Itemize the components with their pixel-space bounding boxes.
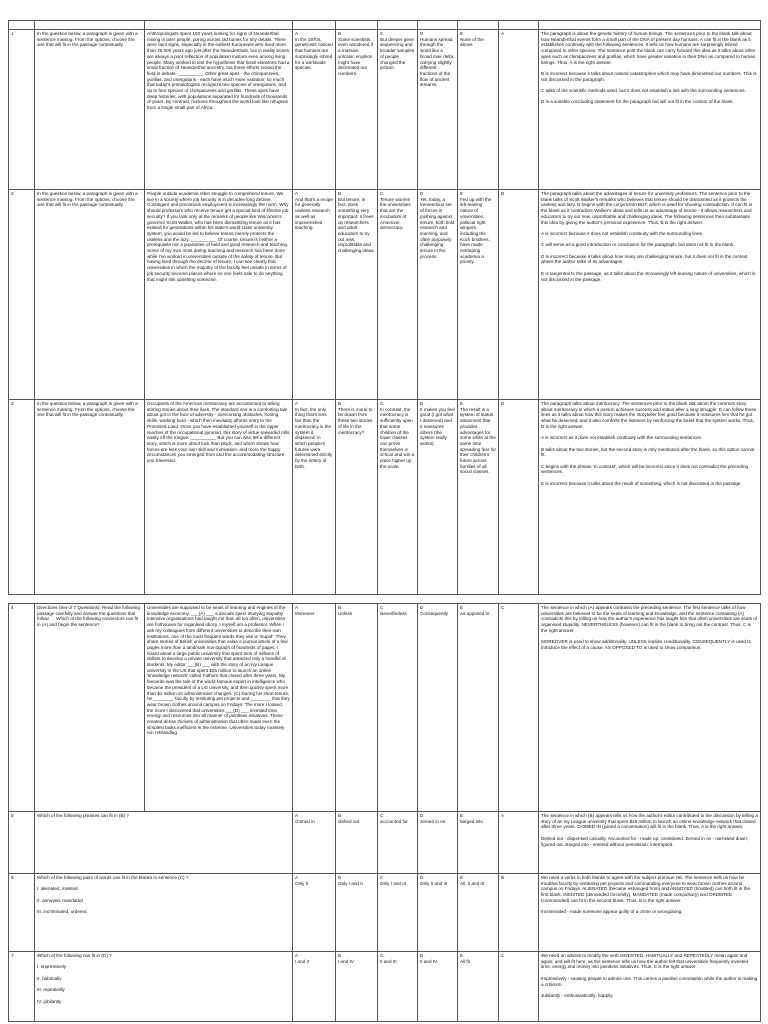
question-number: 2 — [9, 190, 35, 400]
option-a: A I and II — [293, 952, 336, 1022]
question-row-4 — [9, 604, 761, 812]
option-d: D Only II and III — [418, 874, 458, 952]
question-text: In the question below, a paragraph is given with a sentence missing. From the options, choose the one that will fit in the passage contextually. — [35, 30, 145, 190]
option-a: A chimed in — [293, 812, 336, 874]
option-d: D zeroed in on — [418, 812, 458, 874]
option-c: C Only I and III — [378, 874, 418, 952]
option-b: B Unless — [336, 604, 378, 812]
question-number: 5 — [9, 812, 35, 874]
option-b: B Only I and II — [336, 874, 378, 952]
option-b: B Some scientists even wondered if a massive volcanic eruption might have decimated our numbers. — [336, 30, 378, 190]
answer-key: A — [499, 30, 539, 190]
question-table-top — [8, 20, 761, 595]
question-number: 7 — [9, 952, 35, 1022]
question-text: Which of the following can fit in (D) ? I. impressively II. habitually III. repeatedly IV. jubilantly — [35, 952, 293, 1022]
answer-key: A — [499, 812, 539, 874]
question-row-3 — [9, 400, 761, 595]
answer-key: B — [499, 190, 539, 400]
question-text: Which of the following phrases can fit in (B) ? — [35, 812, 293, 874]
option-d: D Humans spread through the world like a broad river delta, carrying slightly different fractions of the flow of ancient streams. — [418, 30, 458, 190]
question-row-2 — [9, 190, 761, 400]
answer-key: C — [499, 952, 539, 1022]
option-d: D II and IV — [418, 952, 458, 1022]
explanation-text: The sentence in which (B) appears tells us how the author's editor contributed to the discussion by telling a story of an Ivy League university that spent $25 million to launch an online knowledge network that closed after three years. CHIMED IN (joined a conversation) will fit in the blank. Thus, A is the right answer. Dished out - dispensed casually. Accounted for - made up; constituted. Zeroed in on - narrowed down; figured out. Barged into - entered without permission; interrupted. — [539, 812, 761, 874]
question-text: In the question below, a paragraph is given with a sentence missing. From the options, choose the one that will fit in the passage contextually. — [35, 190, 145, 400]
option-b: B But tenure, in fact, does something very important: it frees up researchers and adult educators to try out new, unprofitable and challenging ideas. — [336, 190, 378, 400]
option-b: B dished out — [336, 812, 378, 874]
option-d: D It makes you feel good (I got what I deserved) and it reassures others (the system really works). — [418, 400, 458, 595]
passage-text: People outside academia often struggle to comprehend tenure. We live in a society where job security is in decades-long decline. Contingent and precarious employment is increasingly the norm. Why should professors who receive tenure get a special kind of lifetime job security? If you look only at the remarks of people like Wisconsin's governor Scott Walker, who has been dismantling tenure as it has existed for generations within his state's world-class university system, you would be led to believe tenure merely protects the useless and the lazy. __________ Of course, tenure is neither a prerequisite nor a guarantee of bold and good research and teaching. Some of my own most daring teaching and research has been done while I've worked in universities outside of the safety of tenure. But having lived through the decline of tenure, I can see clearly that universities in which the majority of the faculty feel unsafe in terms of job security become places where no one feels safe to do anything that might risk upsetting someone. — [145, 190, 293, 400]
option-a: A And that's a recipe for generally useless research as well as impoverished teaching. — [293, 190, 336, 400]
option-c: C In contrast, the meritocracy is sufficiently open that some children of the lower classes can prove themselves in school and win a place higher up the scale. — [378, 400, 418, 595]
question-row-5 — [9, 812, 761, 874]
header-row — [9, 21, 761, 30]
option-e: E None of the above — [458, 30, 499, 190]
explanation-text: We need a verbs in both blanks to agree with the subject pronoun HE. The sentence tells us how he troubled faculty by instituting pet projects and commanding everyone to wear brown clothes around campus on Fridays. ALIENATED (became estranged from) and ANNOYED (troubled) can both fit in the first blank. INSISTED (demanded forcefully), MANDATED (made compulsory) and ORDERED (commanded) can fit in the second blank. Thus, B is the right answer. Incriminated - made someone appear guilty of a crime or wrongdoing. — [539, 874, 761, 952]
question-number: 3 — [9, 400, 35, 595]
explanation-text: The paragraph talks about meritocracy. The sentences prior to the blank talk about the common story about meritocracy in which a person achieves success and status after a long struggle. D can follow these lines as it talks about how this story makes the storyteller feel good because it reassures him that he got what he deserved, and it also comforts the listeners by reinforcing the belief that the system works. Thus, D is the right answer. A is incorrect as it does not establish continuity with the surrounding sentences. B talks about the two stories, but the second story is only mentioned after the blank, so this option cannot fit. C begins with the phrase 'In contrast', which will be incorrect since it does not contradict the preceding sentences. E is incorrect because it talks about the result of something, which is not discussed in the passage. — [539, 400, 761, 595]
question-table-bottom — [8, 603, 761, 1022]
option-b: B There is moral to be drawn from these two stories of life in the meritocracy? — [336, 400, 378, 595]
question-text: Which of the following pairs of words can fit in the blanks in sentence (C) ? I. alienated, insisted II. annoyed, mandated III. incriminated, ordered — [35, 874, 293, 952]
question-text: In the question below, a paragraph is given with a sentence missing. From the options, choose the one that will fit in the passage contextually. — [35, 400, 145, 595]
explanation-text: The paragraph is about the genetic history of human beings. The sentences prior to the blank talk about how Neanderthal events form a small part of the DNA of present day humans. A can fit in the blank as it establishes continuity with the following sentences. It tells us how humans are surprisingly inbred compared to other species. The sentence post the blank can carry forward this idea as it talks about other apes such as chimpanzees and gorillas, which have greater variation in their DNA as compared to human beings. Thus, A is the right answer. B is incorrect because it talks about natural catastrophes which may have diminished our numbers. This is not discussed in the paragraph. C talks of the scientific methods used, but it does not establish a link with the surrounding sentences. D is a suitable concluding statement for the paragraph but will not fit in the context of the blank. — [539, 30, 761, 190]
option-a: A In the 1970s, geneticists noticed that humans are surprisingly inbred for a worldwide species. — [293, 30, 336, 190]
passage-text: Anthropologists spent 100 years looking for signs of Neanderthal mixing in later people, poring across old bones for tiny details. There were faint signs, especially in the earliest Europeans who lived more than 25,000 years ago just after the Neanderthals, but in reality bones are always a poor reflection of population mixture even among living people. Many worked to test the hypothesis that fossil skeletons had a small fraction of Neanderthal ancestry, but these efforts locked the field in debate. __________ Other great apes - the chimpanzees, gorillas, and orangutans - each have much more variation, so much that today's primatologists recognize two species of orangutans, and up to four species of chimpanzees and gorillas. These apes have deep histories, with populations separated for hundreds of thousands of years. By contrast, humans throughout the world look like refugees from a single small part of Africa. — [145, 30, 293, 190]
option-c: C II and III — [378, 952, 418, 1022]
option-c: C Nevertheless — [378, 604, 418, 812]
option-d: D Yet, today, a tremendous set of forces is pushing against tenure, both bold research and teaching, and often purposely challenging tenure in the process. — [418, 190, 458, 400]
passage-text: Universities are supposed to be seats of learning and engines of the knowledge economy. ___(A) ___ a decade spent studying stupidity intensive organisations had taught me that, all too often, universities are hothouses for organised idiocy. I myself am a professor. When I ask my colleagues from different universities to describe their own institutions, one of the most frequent words they use is 'stupid'. They share stories of British universities that value a journal article of a few pages more than a landmark monograph of hundreds of pages. I heard about a large public university that spent tens of millions of dollars to develop a private university that attracted only a handful of students. My editor ___(B) ___ with the story of an Ivy League university in the US that spent $25 million to launch an online 'knowledge network' called Fathom that closed after three years. My favourite was the tale of the world-famous expert in intelligence who became the president of a US university, and then quickly spent more than $1 million on administrative changes. (C) During his short tenure, he ________ faculty by instituting pet projects and ________ that they wear brown clothes around campus on Fridays. The more I looked, the more I discovered that universities ___(D) ___ invested time, energy and resources into all manner of pointless initiatives. These created dense thickets of administration that often made even the simplest tasks inefficient in the extreme. Universities today routinely run rebranding — [145, 604, 293, 812]
question-number: 1 — [9, 30, 35, 190]
option-c: C Tenure worries the universities that are the incubators of American democracy. — [378, 190, 418, 400]
option-e: E All fit — [458, 952, 499, 1022]
option-a: A In fact, the only thing that's less fair than the meritocracy is the system it displaced, in which people's futures were determined strictly by the lottery of birth. — [293, 400, 336, 595]
explanation-text: The paragraph talks about the advantages of tenure for university professors. The sentence prior to the blank talks of Scott Walker's remarks who believes that tenure should be dismantled as it protects the useless and lazy. B begins with the conjunction BUT, which is used for showing contradiction. It can fit in the blank as it contradicts Walker's ideas and tells us an advantage of tenure - it allows researchers and educators to try out new, unprofitable and challenging ideas. The following sentences then substantiate this idea by giving the author's personal experience. Thus, B is the right answer. A is incorrect because it does not establish continuity with the surrounding lines. C will serve as a good introduction or conclusion for the paragraph, but does not fit in the blank. D is incorrect because it talks about how many are challenging tenure, but it does not fit in the context where the author talks of its advantages. E is tangential to the passage, as it talks about the increasingly left-leaning nature of universities, which is not discussed in the passage. — [539, 190, 761, 400]
option-e: E barged into — [458, 812, 499, 874]
option-d: D Consequently — [418, 604, 458, 812]
option-e: E Fed up with the left-leaning nature of universities, political right wingers, including the Koch brothers, have made reshaping academia a priority. — [458, 190, 499, 400]
question-number: 6 — [9, 874, 35, 952]
question-row-6 — [9, 874, 761, 952]
passage-text: Occupants of the American meritocracy are accustomed to telling stirring stories about their lives. The standard one is a comforting tale about grit in the face of adversity - overcoming obstacles, honing skills, working hard - which then inevitably affords entry to the Promised Land. Once you have established yourself in the upper reaches of the occupational pyramid, this story of virtue rewarded rolls easily off the tongue. __________ But you can also tell a different story, which is more about luck than pluck, and which shows how forces are less your own skill and motivation, and more the happy circumstances you emerged from and the accommodating structure you traversed. — [145, 400, 293, 595]
question-number: 4 — [9, 604, 35, 812]
question-row-7 — [9, 952, 761, 1022]
option-a: A Only II — [293, 874, 336, 952]
option-e: E All, II and III — [458, 874, 499, 952]
option-c: C But deeper gene sequencing and broader samples of people changed the picture. — [378, 30, 418, 190]
question-row-1 — [9, 30, 761, 190]
answer-key: D — [499, 400, 539, 595]
question-text: Directions (Set of 7 Questions): Read the following passage carefully and answer the questions that follow. Which of the following connectors can fit in (A) and begin the sentence? — [35, 604, 145, 812]
answer-key: C — [499, 604, 539, 812]
option-e: E The result is a system of status attainment that provides advantages for some while at the same time spreading fear for their children's future across families of all social classes. — [458, 400, 499, 595]
option-a: A Moreover — [293, 604, 336, 812]
option-c: C accounted for — [378, 812, 418, 874]
explanation-text: We need an adverb to modify the verb INVESTED. HABITUALLY and REPEATEDLY mean again and again, and will fit here, as the sentence tells us how the author felt that universities frequently invested time, energy and money into pointless initiatives. Thus, C is the right answer. Impressively - causing people to admire one. This carries a positive connotation while the author is making a criticism. Jubilantly - enthusiastically; happily. — [539, 952, 761, 1022]
answer-key: B — [499, 874, 539, 952]
option-e: E As opposed to — [458, 604, 499, 812]
explanation-text: The sentence in which (A) appears contrasts the preceding sentence. The first sentence talks of how universities are believed to be the seats of learning and knowledge, and the sentence containing (A) contradicts this by telling us how the author's experience has taught him that often universities are seats of organised stupidity. NEVERTHELESS (however) can fit in the blank to bring out the contrast. Thus, C is the right answer. MOREOVER is used to show additionality. UNLESS implies conditionality. CONSEQUENTLY is used to introduce the effect of a cause. AS OPPOSED TO is used to show comparison. — [539, 604, 761, 812]
option-b: B I and IV — [336, 952, 378, 1022]
